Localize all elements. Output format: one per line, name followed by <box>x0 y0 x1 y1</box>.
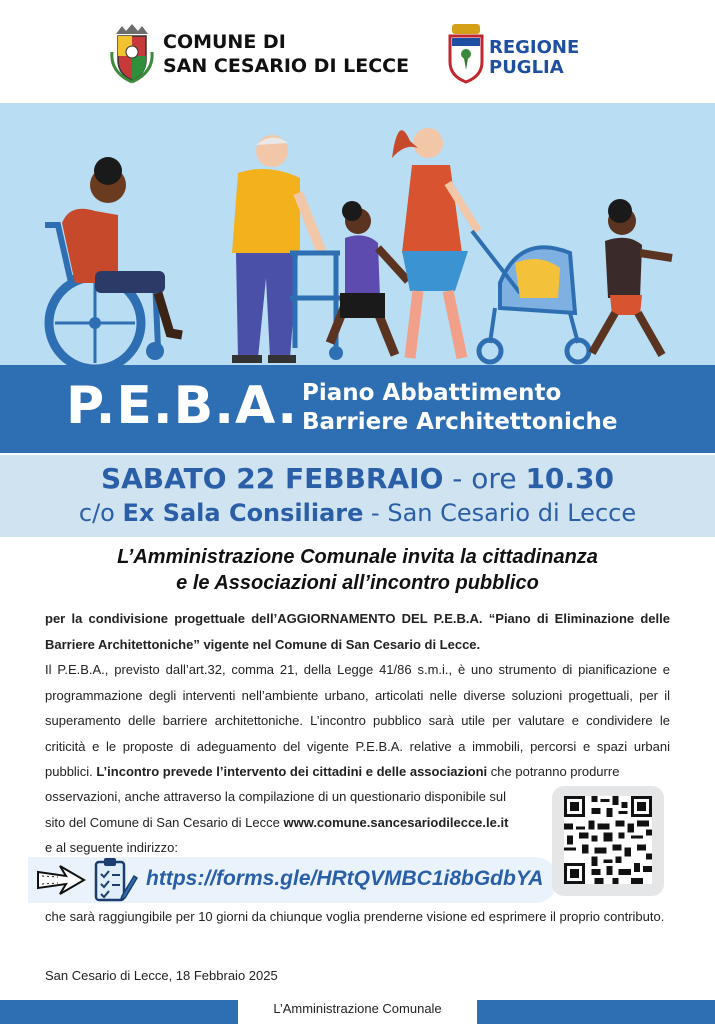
footer-bar-right <box>477 1000 715 1024</box>
form-url-link[interactable]: https://forms.gle/HRtQVMBC1i8bGdbYA <box>146 867 544 890</box>
event-datetime <box>0 461 715 497</box>
event-info-band <box>0 455 715 537</box>
questionnaire-lines <box>45 784 545 861</box>
invite-line2: e le Associazioni all’incontro pubblico <box>176 572 539 594</box>
clipboard-checklist-icon <box>92 856 138 904</box>
comune-name-line1: COMUNE DI <box>163 31 286 53</box>
event-date: SABATO 22 FEBBRAIO <box>100 462 444 495</box>
site-line-prefix: sito del Comune di San Cesario di Lecce <box>45 814 284 830</box>
stroller-figure <box>472 231 589 362</box>
venue-suffix: - San Cesario di Lecce <box>363 499 637 527</box>
peba-subtitle-line2: Barriere Architettoniche <box>302 409 618 435</box>
venue-name: Ex Sala Consiliare <box>122 499 364 527</box>
signature: L’Amministrazione Comunale <box>273 1001 442 1016</box>
footer-bar-left <box>0 1000 238 1024</box>
event-time: 10.30 <box>525 462 615 495</box>
coat-of-arms-icon <box>108 22 156 84</box>
main-paragraph <box>45 657 670 785</box>
address-line: e al seguente indirizzo: <box>45 840 178 855</box>
people-illustration <box>0 103 715 365</box>
invite-heading <box>0 544 715 596</box>
venue-prefix: c/o <box>78 499 123 527</box>
event-venue <box>0 497 715 529</box>
observations-line: osservazioni, anche attraverso la compilazione di un questionario disponibile sul <box>45 789 507 804</box>
comune-name-line2: SAN CESARIO DI LECCE <box>163 55 410 77</box>
regione-name-line2: PUGLIA <box>489 57 564 78</box>
body-paragraphs <box>45 606 670 785</box>
invite-line1: L’Amministrazione Comunale invita la cittadinanza <box>117 546 598 568</box>
regione-name-line1: REGIONE <box>489 37 580 58</box>
girl-figure <box>330 201 408 355</box>
qr-code-frame <box>552 786 664 896</box>
main-paragraph-text: Il P.E.B.A., previsto dall’art.32, comma 21, della Legge 41/86 s.m.i., è uno strumento di pianificazione e programmazione degli interventi nell’ambiente urbano, articolati nelle diverse soluzioni progettuali, per il superamento delle barriere architettoniche. L’incontro pubblico sarà utile per valutare e condividere le criticità e le proposte di adeguamento del vigente P.E.B.A. relative a immobili, percorsi e spazi urbani pubblici. <box>45 662 670 779</box>
boy-figure <box>592 199 672 355</box>
site-line <box>45 810 545 836</box>
peba-subtitle-line1: Piano Abbattimento <box>302 380 562 406</box>
header <box>0 0 715 103</box>
wheelchair-user-figure <box>45 157 182 365</box>
main-paragraph-tail: che potranno produrre <box>490 764 620 779</box>
intro-paragraph: per la condivisione progettuale dell’AGGIORNAMENTO DEL P.E.B.A. “Piano di Eliminazione delle Barriere Architettoniche” vigente nel Comune di San Cesario di Lecce. <box>45 611 670 652</box>
event-time-separator: - ore <box>443 462 526 495</box>
elderly-man-figure <box>232 135 343 363</box>
qr-code-icon[interactable] <box>564 796 652 884</box>
place-date: San Cesario di Lecce, 18 Febbraio 2025 <box>45 968 278 983</box>
main-paragraph-bold: L’incontro prevede l’intervento dei cittadini e delle associazioni <box>96 764 488 779</box>
woman-figure <box>392 128 478 358</box>
regione-puglia-emblem-icon <box>446 22 486 84</box>
cursor-arrow-icon <box>36 862 88 898</box>
peba-acronym: P.E.B.A. <box>66 376 298 436</box>
title-banner <box>0 365 715 453</box>
site-url-link[interactable]: www.comune.sancesariodilecce.le.it <box>283 814 509 830</box>
illustration <box>0 103 715 365</box>
closing-paragraph: che sarà raggiungibile per 10 giorni da chiunque voglia prenderne visione ed esprimere il proprio contributo. <box>45 909 665 924</box>
